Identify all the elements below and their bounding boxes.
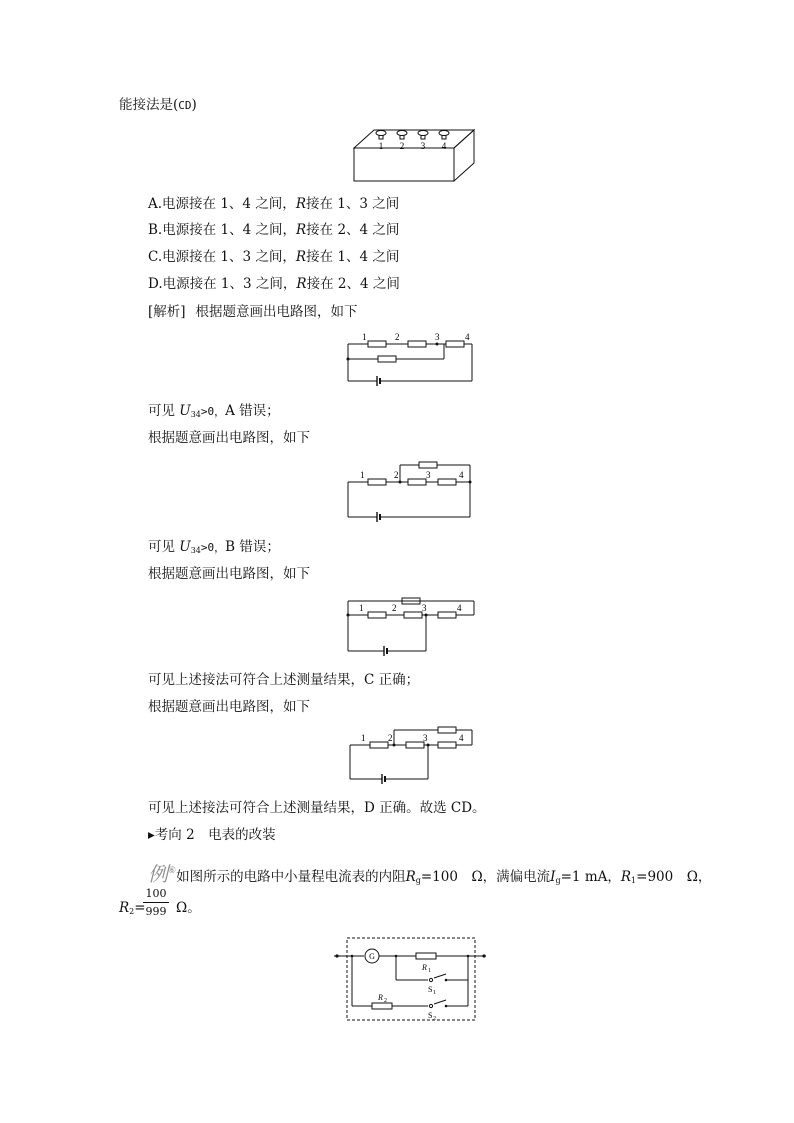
box-label-4: 4 [441,141,447,151]
box-label-1: 1 [378,141,384,151]
example-text: 如图所示的电路中小量程电流表的内阻 [176,869,406,885]
voltage-var: U [179,539,191,555]
option-letter: D. [148,276,163,292]
option-letter: C. [148,249,163,265]
draw-text: 根据题意画出电路图，如下 [195,304,358,320]
result-text: A 错误； [225,403,280,419]
question-tail [119,96,197,115]
node-label-4: 4 [459,733,464,743]
equals-sign: = [134,900,146,916]
r1-label: R [422,963,427,972]
r2-label-sub: 2 [384,998,387,1004]
r2-sub: 2 [129,907,135,916]
node-label-2: 2 [388,733,393,743]
fraction [143,887,169,918]
result-d: 可见上述接法可符合上述测量结果，D 正确。故选 CD。 [148,800,486,816]
rg-sub: g [415,876,421,885]
voltage-var: U [179,403,191,419]
draw-line-2: 根据题意画出电路图，如下 [148,430,310,446]
node-label-1: 1 [362,332,367,342]
s2-label: S [428,1011,433,1020]
draw-line-3: 根据题意画出电路图，如下 [148,566,310,582]
r1-label-sub: 1 [428,968,431,974]
example-number: ⑥ [168,866,177,876]
draw-line-4: 根据题意画出电路图，如下 [148,699,310,715]
section-heading: ▸考向 2 电表的改装 [148,827,276,843]
option-text: 电源接在 1、4 之间， [162,196,296,212]
node-label-4: 4 [465,332,470,342]
example-mark: 例 [148,864,168,886]
terminal-post-4 [439,131,449,140]
analysis-tag: [解析] [148,304,186,320]
box-label-2: 2 [399,141,405,151]
question-close: ) [191,97,197,113]
option-d [148,275,400,293]
option-var: R [295,249,307,265]
node-label-2: 2 [394,470,399,480]
s1-label: S [428,985,433,994]
option-text: 接在 1、3 之间 [305,196,400,212]
option-b [148,221,399,239]
box-label-3: 3 [420,141,426,151]
ig-var: I [550,869,556,885]
node-label-3: 3 [422,603,427,613]
result-b [148,538,280,560]
node-label-4: 4 [459,470,464,480]
node-label-3: 3 [426,470,431,480]
result-prefix: 可见 [148,403,175,419]
result-a [148,402,280,424]
r1-var: R [620,869,632,885]
option-text: 接在 2、4 之间 [306,276,400,292]
terminal-post-1 [376,131,386,140]
s2-label-sub: 2 [433,1016,436,1022]
option-letter: B. [148,222,163,238]
r1-sub: 1 [631,876,637,885]
voltage-sub: 34 [190,546,201,555]
option-var: R [295,222,307,238]
rg-var: R [405,869,416,885]
fraction-numerator: 100 [145,887,167,900]
example-circuit [334,934,494,1024]
option-text: 电源接在 1、3 之间， [162,249,296,265]
example-text: =1 mA， [560,869,621,885]
circuit-diagram-4 [348,726,478,786]
example-text: =100 Ω，满偏电流 [420,869,551,885]
circuit-diagram-3 [344,595,479,655]
answer-text: CD [178,99,192,112]
voltage-sub: 34 [190,410,201,419]
terminal-post-3 [418,131,428,140]
option-c [148,248,399,266]
example-text: =900 Ω， [636,869,712,885]
example-line-1 [148,858,711,894]
option-letter: A. [148,196,163,212]
fraction-bar [143,902,169,903]
ig-sub: g [555,876,561,885]
r2-unit: Ω。 [176,900,201,916]
node-label-1: 1 [360,470,365,480]
node-label-2: 2 [392,603,397,613]
galvanometer-label: G [369,952,375,961]
r2-var: R [119,900,130,916]
fraction-denominator: 999 [145,905,167,918]
r2-value [119,899,146,921]
option-a [148,195,399,213]
option-var: R [295,196,306,212]
result-text: B 错误； [225,539,280,555]
terminal-post-2 [397,131,407,140]
terminal-box-figure [354,126,474,186]
node-label-2: 2 [395,332,400,342]
analysis-line-1 [148,303,358,321]
gt-zero: >0， [200,405,226,418]
result-prefix: 可见 [148,539,175,555]
node-label-1: 1 [359,603,364,613]
gt-zero: >0， [200,541,226,554]
option-text: 接在 1、4 之间 [306,249,400,265]
result-c: 可见上述接法可符合上述测量结果，C 正确； [148,672,420,688]
option-text: 接在 2、4 之间 [306,222,400,238]
option-text: 电源接在 1、4 之间， [162,222,296,238]
option-var: R [296,276,307,292]
circuit-diagram-2 [346,461,476,521]
option-text: 电源接在 1、3 之间， [162,276,297,292]
node-label-3: 3 [423,733,428,743]
r2-label: R [378,993,383,1002]
node-label-3: 3 [435,332,440,342]
node-label-1: 1 [361,733,366,743]
question-text: 能接法是( [119,97,179,113]
circuit-diagram-1 [346,332,476,387]
s1-label-sub: 1 [433,990,436,996]
node-label-4: 4 [457,603,462,613]
